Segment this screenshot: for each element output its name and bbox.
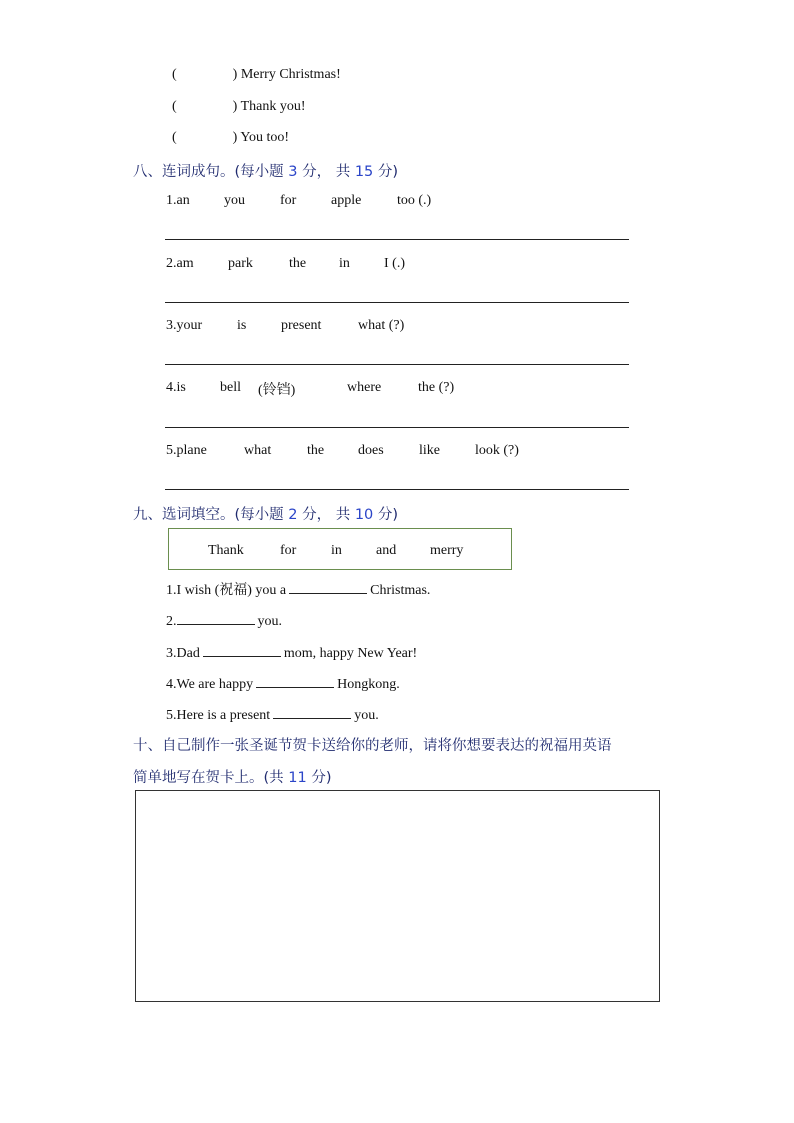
heading-number: 11 bbox=[288, 770, 307, 786]
word: park bbox=[228, 256, 253, 271]
item-text: you. bbox=[354, 708, 379, 723]
word: what (?) bbox=[358, 318, 405, 333]
heading-text: 九、选词填空。(每小题 bbox=[133, 507, 289, 523]
word: where bbox=[347, 380, 382, 395]
answer-line[interactable] bbox=[165, 239, 629, 240]
fill-blank-item-5 bbox=[166, 704, 379, 724]
answer-line[interactable] bbox=[165, 427, 629, 428]
matching-text: Thank you! bbox=[240, 99, 306, 114]
word: (铃铛) bbox=[258, 383, 296, 398]
greeting-card-answer-box[interactable] bbox=[135, 790, 660, 1002]
answer-line[interactable] bbox=[165, 302, 629, 303]
paren-close: ) bbox=[232, 99, 238, 114]
blank[interactable] bbox=[289, 579, 367, 594]
item-text: 2. bbox=[166, 614, 177, 629]
section-10-heading-line-2 bbox=[133, 766, 332, 787]
section-10-heading-line-1 bbox=[133, 734, 612, 755]
word: for bbox=[280, 193, 297, 208]
item-text: 4.We are happy bbox=[166, 677, 254, 692]
word: is bbox=[237, 318, 247, 333]
heading-number: 15 bbox=[354, 164, 374, 180]
item-text: 5.Here is a present bbox=[166, 708, 271, 723]
word-bank-item: in bbox=[331, 543, 342, 558]
item-text: 1.I wish (祝福) you a bbox=[166, 583, 287, 598]
item-text: mom, happy New Year! bbox=[283, 646, 418, 661]
word: present bbox=[281, 318, 322, 333]
word: bell bbox=[220, 380, 241, 395]
word: you bbox=[224, 193, 245, 208]
item-text: Christmas. bbox=[370, 583, 431, 598]
word: like bbox=[419, 443, 440, 458]
paren-open: ( bbox=[172, 130, 177, 145]
word: 3.your bbox=[166, 318, 203, 333]
word: 1.an bbox=[166, 193, 190, 208]
word: apple bbox=[331, 193, 362, 208]
paren-open: ( bbox=[172, 99, 177, 114]
word: the (?) bbox=[418, 380, 455, 395]
heading-text: 分， 共 bbox=[297, 164, 355, 180]
heading-text: 分) bbox=[373, 164, 399, 180]
blank[interactable] bbox=[177, 610, 255, 625]
word: what bbox=[244, 443, 272, 458]
paren-close: ) bbox=[232, 67, 238, 82]
word: look (?) bbox=[475, 443, 519, 458]
word-bank-item: Thank bbox=[208, 543, 244, 558]
paren-open: ( bbox=[172, 67, 177, 82]
word: 2.am bbox=[166, 256, 194, 271]
word: 5.plane bbox=[166, 443, 207, 458]
word: I (.) bbox=[384, 256, 405, 271]
word-bank-item: for bbox=[280, 543, 297, 558]
heading-text: 分) bbox=[373, 507, 399, 523]
fill-blank-item-3 bbox=[166, 642, 417, 662]
item-text: Hongkong. bbox=[337, 677, 400, 692]
matching-row-1 bbox=[172, 67, 341, 83]
heading-number: 2 bbox=[288, 507, 298, 523]
heading-text: 分) bbox=[306, 770, 332, 786]
heading-text: 分， 共 bbox=[297, 507, 355, 523]
section-9-heading bbox=[133, 503, 398, 524]
heading-text: 简单地写在贺卡上。(共 bbox=[133, 770, 289, 786]
word: too (.) bbox=[397, 193, 432, 208]
matching-row-2 bbox=[172, 99, 306, 115]
blank[interactable] bbox=[273, 704, 351, 719]
answer-line[interactable] bbox=[165, 364, 629, 365]
heading-text: 十、自己制作一张圣诞节贺卡送给你的老师，请将你想要表达的祝福用英语 bbox=[133, 738, 612, 754]
word: does bbox=[358, 443, 384, 458]
item-text: 3.Dad bbox=[166, 646, 200, 661]
fill-blank-item-2 bbox=[166, 610, 282, 630]
heading-text: 八、连词成句。(每小题 bbox=[133, 164, 289, 180]
fill-blank-item-4 bbox=[166, 673, 400, 693]
matching-row-3 bbox=[172, 130, 289, 146]
item-text: you. bbox=[257, 614, 282, 629]
word: the bbox=[289, 256, 307, 271]
blank[interactable] bbox=[203, 642, 281, 657]
word-bank-item: merry bbox=[430, 543, 464, 558]
answer-line[interactable] bbox=[165, 489, 629, 490]
section-8-heading bbox=[133, 160, 398, 181]
fill-blank-item-1 bbox=[166, 579, 430, 599]
word: 4.is bbox=[166, 380, 186, 395]
heading-number: 10 bbox=[354, 507, 374, 523]
paren-close: ) bbox=[232, 130, 238, 145]
word-bank-item: and bbox=[376, 543, 397, 558]
word-bank-box bbox=[168, 528, 512, 570]
blank[interactable] bbox=[256, 673, 334, 688]
word: the bbox=[307, 443, 325, 458]
matching-text: You too! bbox=[240, 130, 290, 145]
matching-text: Merry Christmas! bbox=[240, 67, 341, 82]
heading-number: 3 bbox=[288, 164, 298, 180]
word: in bbox=[339, 256, 350, 271]
